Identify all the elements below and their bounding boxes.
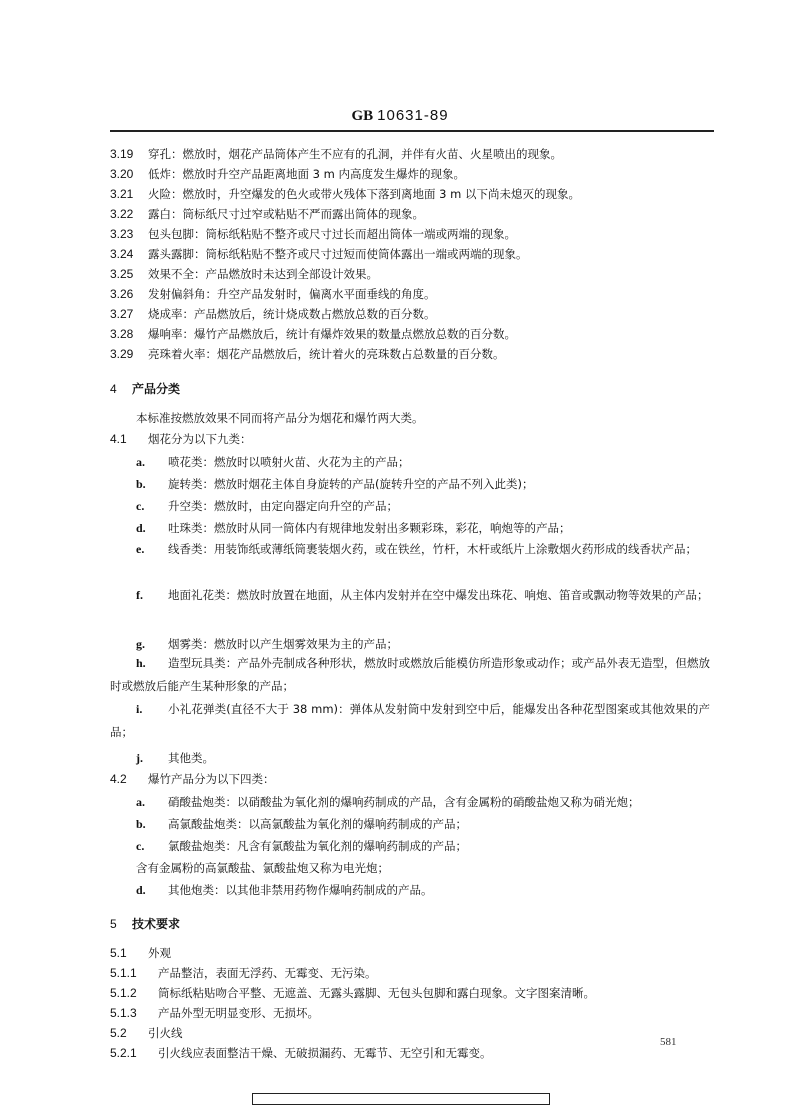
next-page-frame-edge <box>252 1093 550 1105</box>
firecracker-type-d: d. 其他炮类：以其他非禁用药物作爆响药制成的产品。 <box>136 883 433 897</box>
definition-3-28: 3.28 爆响率：爆竹产品燃放后，统计有爆炸效果的数量点燃放总数的百分数。 <box>110 327 516 341</box>
section-4-heading: 4 产品分类 <box>110 382 181 396</box>
firecracker-type-a: a. 硝酸盐炮类：以硝酸盐为氧化剂的爆响药制成的产品，含有金属粉的硝酸盐炮又称为硝光炮； <box>136 795 640 809</box>
clause-5-2-1: 5.2.1 引火线应表面整洁干燥、无破损漏药、无霉节、无空引和无霉变。 <box>110 1046 492 1060</box>
definition-3-25: 3.25 效果不全：产品燃放时未达到全部设计效果。 <box>110 267 378 281</box>
firework-type-b: b. 旋转类：燃放时烟花主体自身旋转的产品(旋转升空的产品不列入此类)； <box>136 477 534 491</box>
firework-type-g: g. 烟雾类：燃放时以产生烟雾效果为主的产品； <box>136 637 398 651</box>
page-number: 581 <box>660 1036 677 1048</box>
clause-5-1: 5.1 外观 <box>110 946 171 960</box>
document-header <box>0 107 800 125</box>
clause-5-1-3: 5.1.3 产品外型无明显变形、无损坏。 <box>110 1006 319 1020</box>
section-4-intro: 本标准按燃放效果不同而将产品分为烟花和爆竹两大类。 <box>136 411 424 425</box>
clause-5-1-1: 5.1.1 产品整洁，表面无浮药、无霉变、无污染。 <box>110 966 377 980</box>
clause-4-2-heading: 4.2 爆竹产品分为以下四类： <box>110 772 275 786</box>
firework-type-h: h. 造型玩具类：产品外壳制成各种形状，燃放时或燃放后能模仿所造形象或动作；或产品外表无造型，但燃放时或燃放后能产生某种形象的产品； <box>110 656 710 693</box>
firework-type-c: c. 升空类：燃放时，由定向器定向升空的产品； <box>136 499 398 513</box>
firework-type-e: e. 线香类：用装饰纸或薄纸筒裹装烟火药，或在铁丝，竹杆，木杆或纸片上涂敷烟火药形成的线香状产品； <box>136 542 697 556</box>
firework-type-d: d. 吐珠类：燃放时从同一筒体内有规律地发射出多颗彩珠，彩花，响炮等的产品； <box>136 521 571 535</box>
clause-4-1-heading: 4.1 烟花分为以下九类： <box>110 432 252 446</box>
firework-type-a: a. 喷花类：燃放时以喷射火苗、火花为主的产品； <box>136 455 410 469</box>
clause-5-1-2: 5.1.2 筒标纸粘贴吻合平整、无遮盖、无露头露脚、无包头包脚和露白现象。文字图案清晰。 <box>110 986 595 1000</box>
standard-prefix: GB <box>351 108 374 124</box>
section-5-heading: 5 技术要求 <box>110 917 181 931</box>
firecracker-type-c: c. 氯酸盐炮类：凡含有氯酸盐为氧化剂的爆响药制成的产品； <box>136 839 467 853</box>
header-rule <box>110 130 714 132</box>
definition-3-29: 3.29 亮珠着火率：烟花产品燃放后，统计着火的亮珠数占总数量的百分数。 <box>110 347 505 361</box>
definition-3-27: 3.27 烧成率：产品燃放后，统计烧成数占燃放总数的百分数。 <box>110 307 436 321</box>
definition-3-24: 3.24 露头露脚：筒标纸粘贴不整齐或尺寸过短而使筒体露出一端或两端的现象。 <box>110 247 528 261</box>
firecracker-type-b: b. 高氯酸盐炮类：以高氯酸盐为氧化剂的爆响药制成的产品； <box>136 817 467 831</box>
definition-3-26: 3.26 发射偏斜角：升空产品发射时，偏离水平面垂线的角度。 <box>110 287 436 301</box>
definition-3-23: 3.23 包头包脚：筒标纸粘贴不整齐或尺寸过长而超出筒体一端或两端的现象。 <box>110 227 516 241</box>
firework-type-i: i. 小礼花弹类(直径不大于 38 mm)：弹体从发射筒中发射到空中后，能爆发出各种花型图案或其他效果的产品； <box>110 702 710 739</box>
definition-3-20: 3.20 低炸：燃放时升空产品距离地面 3 m 内高度发生爆炸的现象。 <box>110 167 465 181</box>
definition-3-21: 3.21 火险：燃放时，升空爆发的色火或带火残体下落到离地面 3 m 以下尚未熄灭的现象。 <box>110 187 580 201</box>
firework-type-j: j. 其他类。 <box>136 751 214 765</box>
firework-type-f: f. 地面礼花类：燃放时放置在地面，从主体内发射并在空中爆发出珠花、响炮、笛音或飘动物等效果的产品； <box>136 588 709 602</box>
definition-3-19: 3.19 穿孔：燃放时，烟花产品筒体产生不应有的孔洞，并伴有火苗、火星喷出的现象。 <box>110 147 562 161</box>
standard-code: 10631-89 <box>377 107 449 124</box>
clause-5-2: 5.2 引火线 <box>110 1026 183 1040</box>
firecracker-type-c-note: 含有金属粉的高氯酸盐、氯酸盐炮又称为电光炮； <box>136 861 389 875</box>
definition-3-22: 3.22 露白：筒标纸尺寸过窄或粘贴不严而露出筒体的现象。 <box>110 207 424 221</box>
